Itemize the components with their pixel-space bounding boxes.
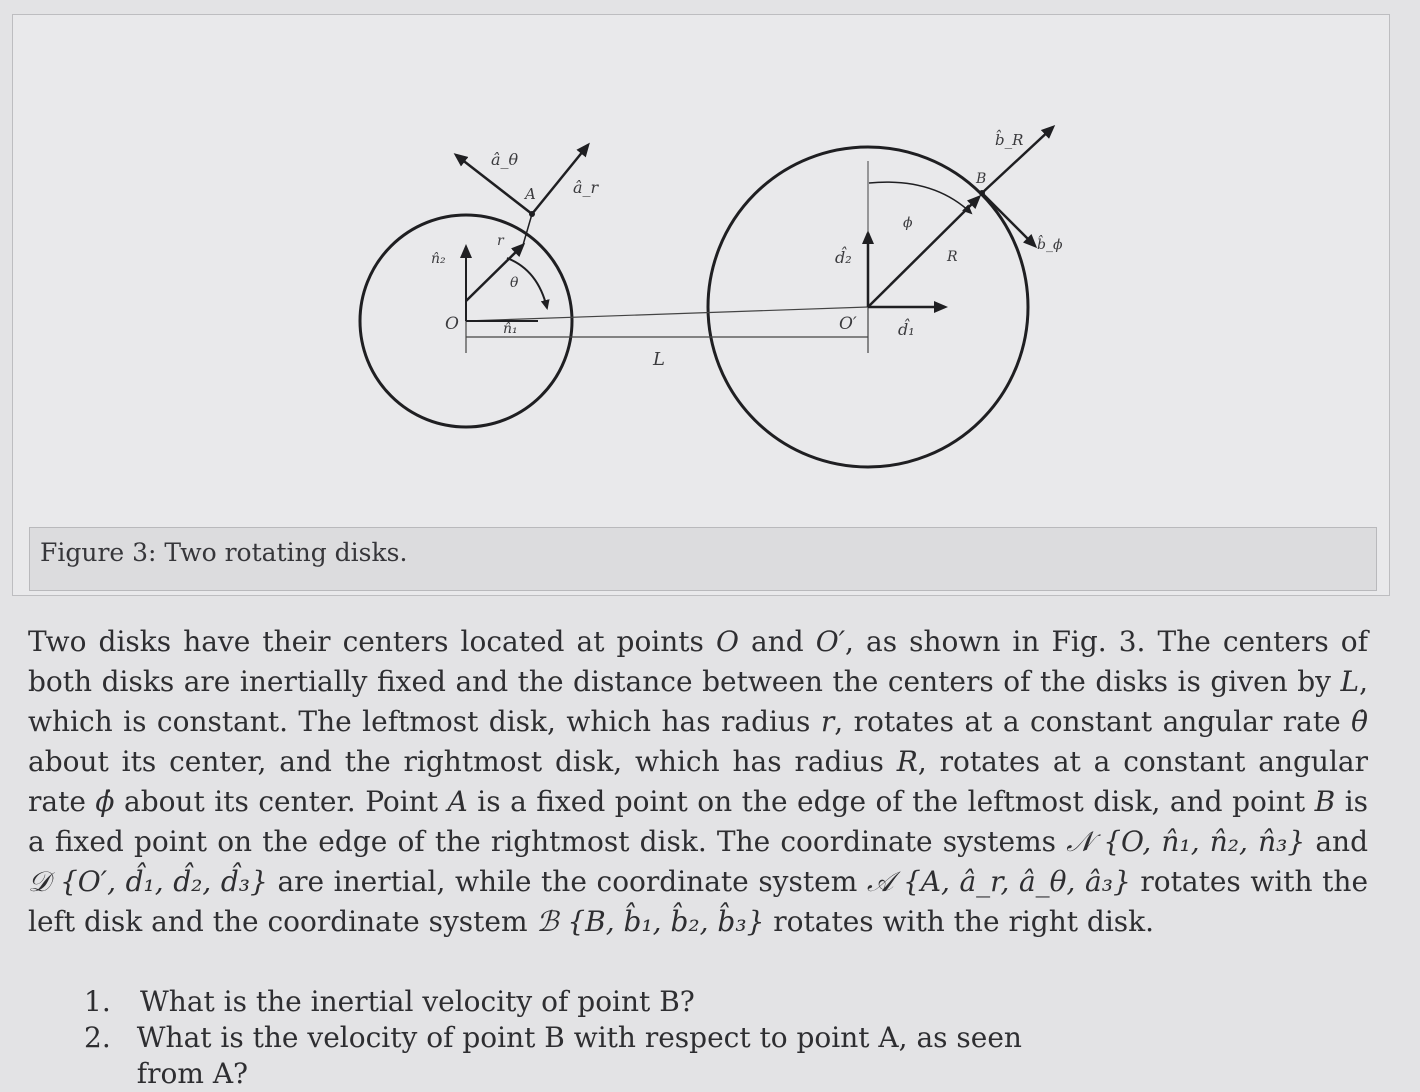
label-n1: n̂₁ (503, 321, 518, 337)
label-L: L (653, 349, 665, 370)
math-A-system: 𝒜 {A, â_r, â_θ, â₃} (866, 865, 1131, 898)
label-d2: d̂₂ (835, 248, 852, 267)
text-segment: is a fixed point on the edge of the rightmost disk. The coordinate systems (28, 785, 1369, 858)
text-segment: and (751, 625, 804, 658)
R-line (868, 197, 979, 307)
text-segment: , rotates at a constant angular rate (28, 745, 1368, 818)
label-a-theta: â_θ (491, 150, 519, 169)
question-list (84, 984, 1084, 1092)
math-theta-dot: θ̇ (1351, 705, 1369, 738)
text-segment: and (1315, 825, 1369, 858)
label-n2: n̂₂ (431, 251, 446, 267)
label-R: R (947, 249, 958, 265)
question-number: 1. (84, 985, 111, 1018)
math-B: B (1314, 785, 1336, 818)
math-phi-dot: ϕ̇ (95, 785, 115, 818)
question-text: What is the velocity of point B with respect to point A, as seen from A? (136, 1021, 1022, 1090)
label-O-prime: O′ (839, 314, 857, 334)
label-O: O (445, 314, 459, 334)
label-B: B (976, 171, 987, 187)
text-segment: rotates with the right disk. (773, 905, 1155, 938)
text-segment: , rotates at a constant angular rate (834, 705, 1341, 738)
text-segment: rotates with the left disk and the coordinate system (28, 865, 1369, 938)
math-R: R (896, 745, 918, 778)
text-segment: about its center. Point (124, 785, 438, 818)
math-O: O (715, 625, 739, 658)
caption-box (29, 527, 1377, 591)
b-phi-arrow (982, 193, 1035, 246)
text-segment: , which is constant. The leftmost disk, which has radius (28, 665, 1369, 738)
text-segment: , as shown in Fig. 3. The centers of both disks are inertially fixed and the distance between the centers of the disks is given by (28, 625, 1368, 698)
label-r: r (497, 233, 504, 249)
math-B-system: ℬ {B, b̂₁, b̂₂, b̂₃} (536, 905, 765, 938)
math-N-system: 𝒩 {O, n̂₁, n̂₂, n̂₃} (1066, 825, 1306, 858)
question-number: 2. (84, 1021, 111, 1054)
math-O-prime: O′ (815, 625, 846, 658)
text-segment: is a fixed point on the edge of the leftmost disk, and point (477, 785, 1306, 818)
question-text: What is the inertial velocity of point B? (140, 985, 695, 1018)
label-phi: ϕ (903, 215, 913, 231)
label-b-phi: b̂_ϕ (1037, 237, 1063, 253)
point-A (529, 211, 535, 217)
list-item (84, 984, 1084, 1020)
two-disks-diagram (13, 15, 1389, 595)
label-d1: d̂₁ (898, 320, 915, 339)
figure-frame (12, 14, 1390, 596)
text-segment: Two disks have their centers located at points (28, 625, 704, 658)
list-item (84, 1020, 1084, 1092)
math-A: A (447, 785, 468, 818)
text-segment: about its center, and the rightmost disk, which has radius (28, 745, 884, 778)
phi-arc (869, 182, 971, 213)
center-line-left (466, 307, 868, 321)
math-r: r (820, 705, 835, 738)
r-extension (523, 214, 532, 245)
r-line (466, 245, 523, 301)
label-a-r: â_r (573, 178, 599, 197)
figure-caption: Figure 3: Two rotating disks. (40, 538, 408, 567)
label-theta: θ (510, 275, 519, 291)
label-b-R: b̂_R (995, 131, 1024, 149)
math-L: L (1340, 665, 1360, 698)
problem-paragraph (28, 622, 1368, 942)
text-segment: are inertial, while the coordinate system (277, 865, 858, 898)
math-D-system: 𝒟 {O′, d̂₁, d̂₂, d̂₃} (28, 865, 268, 898)
label-A: A (525, 185, 536, 203)
